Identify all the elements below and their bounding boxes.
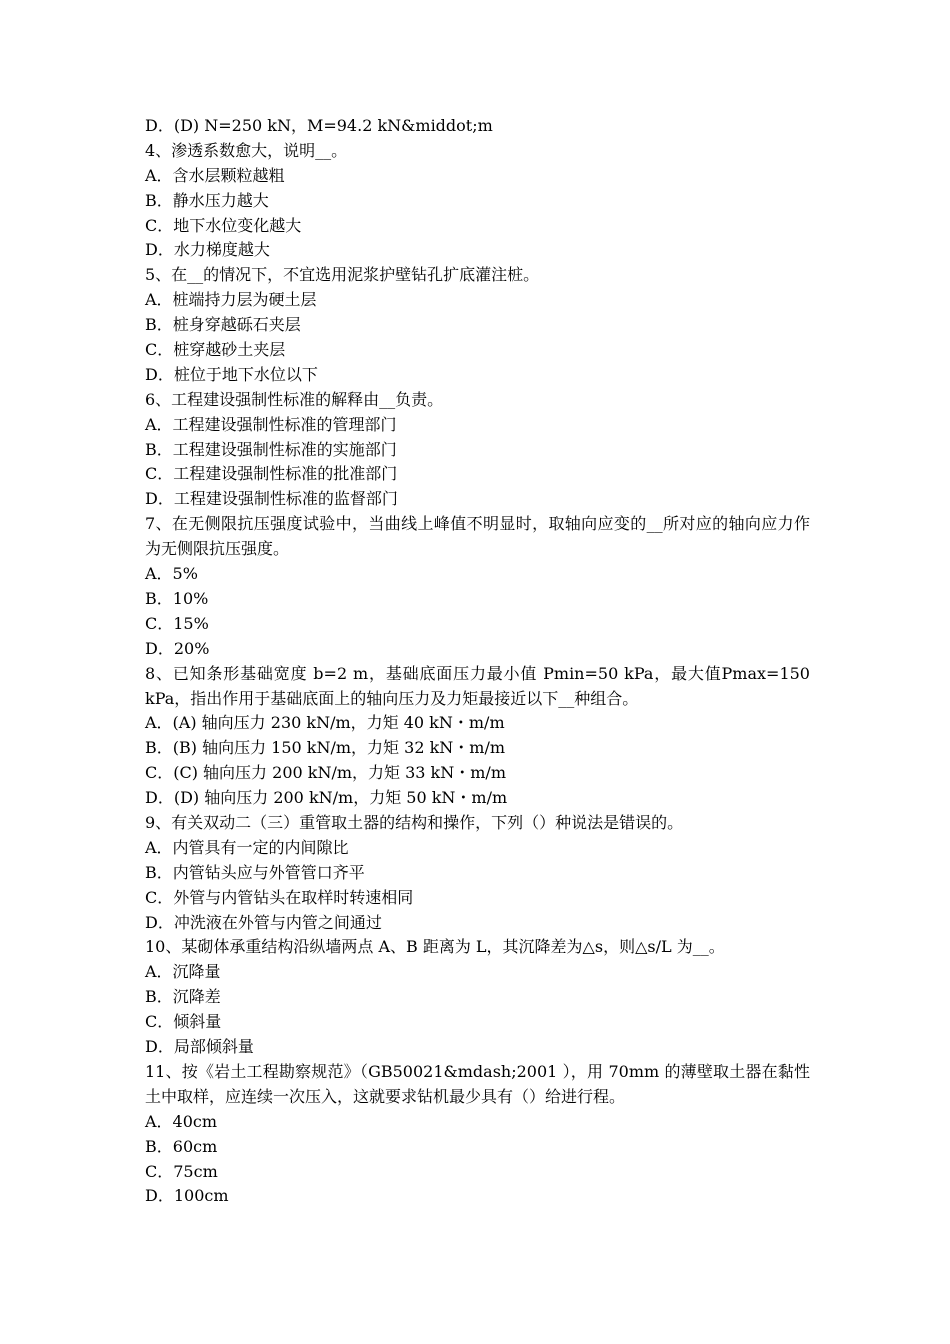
option-a: A．5%: [145, 564, 198, 584]
option-b: B．内管钻头应与外管管口齐平: [145, 862, 365, 882]
question-4: 4、渗透系数愈大，说明__。: [145, 140, 348, 160]
option-b: B．桩身穿越砾石夹层: [145, 315, 301, 335]
option-b: B．工程建设强制性标准的实施部门: [145, 439, 397, 459]
option-c: C．(C) 轴向压力 200 kN/m，力矩 33 kN・m/m: [145, 763, 506, 783]
option-a: A．工程建设强制性标准的管理部门: [145, 414, 397, 434]
option-c: C．倾斜量: [145, 1012, 222, 1032]
document-page: [145, 114, 810, 1209]
option-c: C．地下水位变化越大: [145, 215, 302, 235]
option-d: D．(D) 轴向压力 200 kN/m，力矩 50 kN・m/m: [145, 788, 508, 808]
question-8: 8、已知条形基础宽度 b=2 m，基础底面压力最小值 Pmin=50 kPa，最大值Pmax=150 kPa，指出作用于基础底面上的轴向压力及力矩最接近以下__种组合。: [145, 663, 810, 708]
option-a: A．沉降量: [145, 962, 221, 982]
option-b: B．60cm: [145, 1136, 218, 1156]
option-b: B．静水压力越大: [145, 190, 269, 210]
option-d: D．局部倾斜量: [145, 1037, 254, 1057]
option-d: D．20%: [145, 638, 210, 658]
question-7: 7、在无侧限抗压强度试验中，当曲线上峰值不明显时，取轴向应变的__所对应的轴向应力作为无侧限抗压强度。: [145, 514, 810, 559]
option-a: A．(A) 轴向压力 230 kN/m，力矩 40 kN・m/m: [145, 713, 505, 733]
option-d: D．100cm: [145, 1186, 229, 1206]
question-9: 9、有关双动二（三）重管取土器的结构和操作，下列（）种说法是错误的。: [145, 813, 684, 832]
option-c: C．工程建设强制性标准的批准部门: [145, 464, 398, 484]
option-a: A．桩端持力层为硬土层: [145, 290, 317, 310]
option-c: C．桩穿越砂土夹层: [145, 340, 286, 360]
question-10: 10、某砌体承重结构沿纵墙两点 A、B 距离为 L，其沉降差为△s，则△s/L 为__。: [145, 937, 725, 957]
option-d: D．桩位于地下水位以下: [145, 364, 318, 384]
option-a: A．40cm: [145, 1111, 218, 1131]
option-d: D．冲洗液在外管与内管之间通过: [145, 912, 382, 932]
option-b: B．(B) 轴向压力 150 kN/m，力矩 32 kN・m/m: [145, 738, 506, 758]
option-b: B．沉降差: [145, 987, 221, 1007]
option-d: D．水力梯度越大: [145, 240, 270, 260]
option-c: C．外管与内管钻头在取样时转速相同: [145, 887, 414, 907]
question-5: 5、在__的情况下，不宜选用泥浆护壁钻孔扩底灌注桩。: [145, 265, 540, 285]
question-11: 11、按《岩土工程勘察规范》（GB50021&mdash;2001 ），用 70mm 的薄壁取土器在黏性土中取样，应连续一次压入，这就要求钻机最少具有（）给进行程。: [145, 1061, 810, 1106]
option-b: B．10%: [145, 588, 209, 608]
option-c: C．15%: [145, 613, 209, 633]
option-a: A．内管具有一定的内间隙比: [145, 837, 349, 857]
option-d: D．(D) N=250 kN，M=94.2 kN&middot;m: [145, 116, 493, 135]
option-c: C．75cm: [145, 1161, 218, 1181]
option-d: D．工程建设强制性标准的监督部门: [145, 489, 398, 509]
option-a: A．含水层颗粒越粗: [145, 165, 285, 185]
question-6: 6、工程建设强制性标准的解释由__负责。: [145, 389, 444, 409]
